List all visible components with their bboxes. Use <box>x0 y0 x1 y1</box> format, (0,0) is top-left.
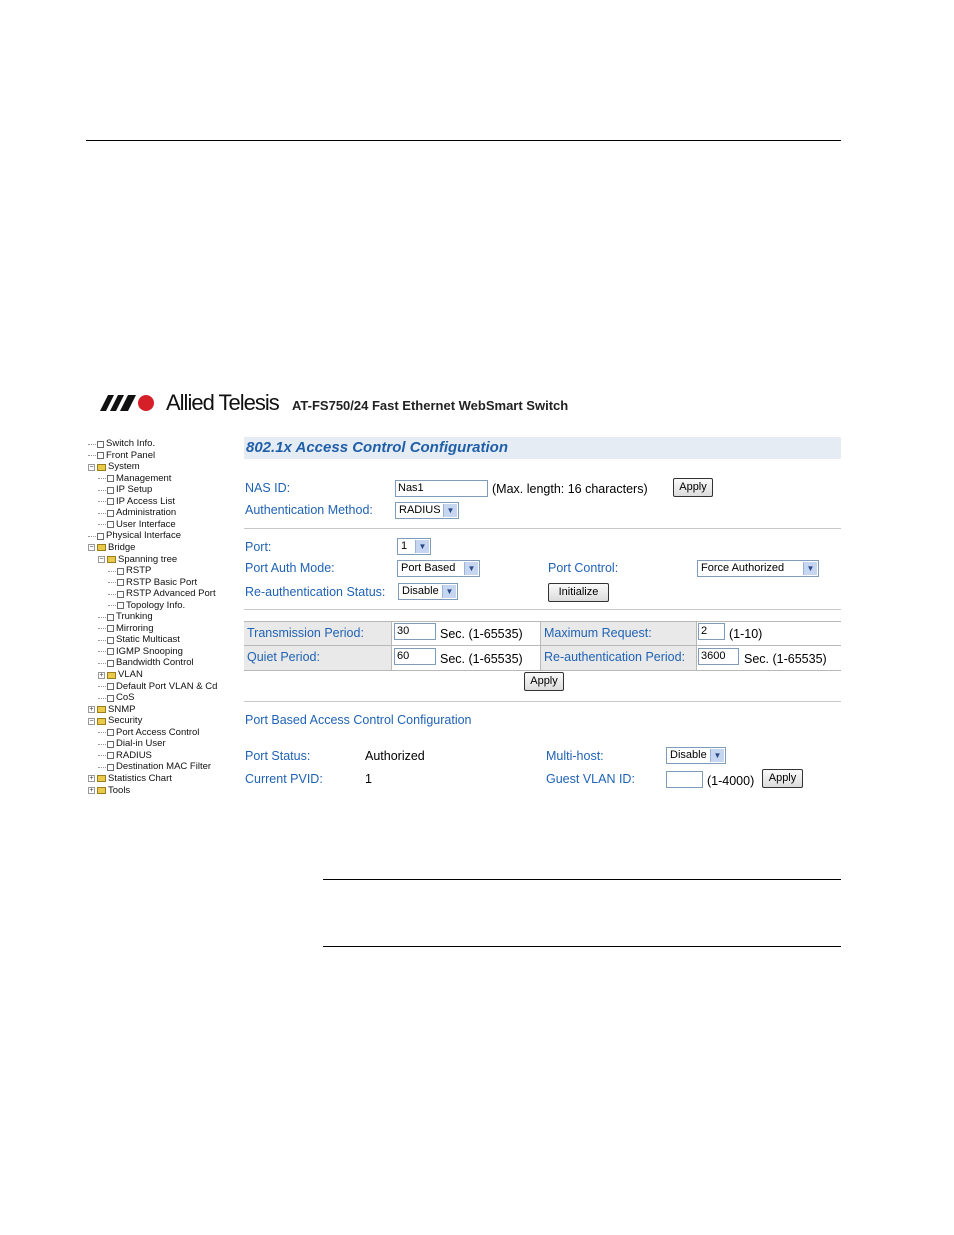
tree-item-label: Administration <box>116 507 177 519</box>
tree-connector <box>98 651 106 652</box>
auth-method-label: Authentication Method: <box>245 503 373 517</box>
tree-item[interactable] <box>98 484 152 496</box>
tree-connector <box>108 605 116 606</box>
tree-item[interactable] <box>98 761 211 773</box>
tree-item[interactable] <box>88 530 181 542</box>
tree-connector <box>98 732 106 733</box>
grid-row-line <box>244 645 841 646</box>
folder-icon <box>97 775 106 782</box>
chevron-down-icon: ▼ <box>464 562 478 575</box>
tree-item[interactable] <box>98 634 180 646</box>
expand-icon[interactable]: + <box>89 775 94 783</box>
port-auth-mode-value: Port Based <box>401 562 456 574</box>
page-icon <box>107 475 114 482</box>
multi-host-select[interactable] <box>666 747 726 764</box>
tree-item-label: Dial-in User <box>116 738 166 750</box>
page-icon <box>107 614 114 621</box>
tree-connector <box>88 455 96 456</box>
page-icon <box>97 533 104 540</box>
tree-item[interactable] <box>98 623 153 635</box>
tree-connector <box>98 755 106 756</box>
page-icon <box>107 752 114 759</box>
page-icon <box>107 487 114 494</box>
page-icon <box>107 764 114 771</box>
page-icon <box>117 579 124 586</box>
timing-apply-button[interactable]: Apply <box>524 672 564 691</box>
multi-host-label: Multi-host: <box>546 749 604 763</box>
divider <box>244 701 841 702</box>
tree-item-label: Mirroring <box>116 622 154 634</box>
tree-item-label: IGMP Snooping <box>116 645 183 657</box>
nas-id-label: NAS ID: <box>245 481 291 495</box>
transmission-period-label: Transmission Period: <box>247 626 364 640</box>
tree-connector <box>108 571 116 572</box>
reauth-period-input[interactable]: 3600 <box>698 648 739 665</box>
folder-icon <box>97 706 106 713</box>
auth-method-value: RADIUS <box>399 504 441 516</box>
chevron-down-icon: ▼ <box>710 749 724 762</box>
tree-connector <box>98 478 106 479</box>
tree-connector <box>98 663 106 664</box>
tree-item-label: Bridge <box>108 541 136 553</box>
tree-item[interactable] <box>88 461 140 473</box>
tree-item-label: Trunking <box>116 611 153 623</box>
tree-item[interactable] <box>98 473 171 485</box>
guest-vlan-apply-button[interactable]: Apply <box>762 769 803 788</box>
tree-item-label: Tools <box>108 784 131 796</box>
max-request-range: (1-10) <box>729 627 763 641</box>
tree-item[interactable] <box>98 657 194 669</box>
reauth-period-range: Sec. (1-65535) <box>744 652 827 666</box>
tree-connector <box>108 594 116 595</box>
current-pvid-value: 1 <box>365 772 372 786</box>
auth-method-select[interactable] <box>395 502 459 519</box>
reauth-status-label: Re-authentication Status: <box>245 585 386 599</box>
brand-name: Allied Telesis <box>166 390 279 415</box>
allied-telesis-logo-icon <box>100 394 160 412</box>
quiet-period-label: Quiet Period: <box>247 650 320 664</box>
tree-item[interactable] <box>108 588 216 600</box>
note-bottom-rule <box>323 946 841 947</box>
nas-id-input[interactable]: Nas1 <box>395 480 488 497</box>
port-select[interactable] <box>397 538 431 555</box>
page-icon <box>117 602 124 609</box>
expand-icon[interactable]: + <box>99 671 104 679</box>
tree-item[interactable] <box>108 577 197 589</box>
tree-item-label: Static Multicast <box>116 634 180 646</box>
tree-item[interactable] <box>88 785 130 797</box>
tree-item[interactable] <box>88 715 142 727</box>
port-value: 1 <box>401 540 408 552</box>
chevron-down-icon: ▼ <box>442 585 456 598</box>
brand-logo <box>100 390 279 416</box>
port-auth-mode-select[interactable] <box>397 560 480 577</box>
page-icon <box>107 729 114 736</box>
tree-item-label: Port Access Control <box>116 726 200 738</box>
tree-item-label: RSTP <box>126 565 152 577</box>
quiet-period-input[interactable]: 60 <box>394 648 436 665</box>
tree-item-label: Topology Info. <box>126 599 186 611</box>
expand-icon[interactable]: + <box>89 706 94 714</box>
guest-vlan-label: Guest VLAN ID: <box>546 772 635 786</box>
tree-item-label: RSTP Advanced Port <box>126 588 216 600</box>
tree-item[interactable] <box>98 507 176 519</box>
port-control-value: Force Authorized <box>701 562 785 574</box>
tree-connector <box>98 617 106 618</box>
page-icon <box>107 683 114 690</box>
tree-item[interactable] <box>98 646 183 658</box>
page-icon <box>107 625 114 632</box>
tree-item[interactable] <box>108 565 151 577</box>
tree-item[interactable] <box>98 738 166 750</box>
chevron-down-icon: ▼ <box>803 562 817 575</box>
tree-item-label: CoS <box>116 692 135 704</box>
reauth-status-select[interactable] <box>398 583 458 600</box>
tree-connector <box>98 686 106 687</box>
quiet-period-range: Sec. (1-65535) <box>440 652 523 666</box>
tree-item-label: VLAN <box>118 669 143 680</box>
divider <box>244 609 841 610</box>
tree-item[interactable] <box>108 600 185 612</box>
tree-item-label: Statistics Chart <box>108 772 172 784</box>
tree-item-label: Switch Info. <box>106 438 156 449</box>
tree-connector <box>98 767 106 768</box>
section-title: Port Based Access Control Configuration <box>245 713 472 727</box>
initialize-button[interactable]: Initialize <box>548 583 609 602</box>
collapse-icon[interactable]: − <box>99 556 104 563</box>
tree-connector <box>98 698 106 699</box>
page-top-rule <box>86 140 841 141</box>
page-icon <box>107 648 114 655</box>
page-title-bar <box>244 437 841 459</box>
page-icon <box>117 591 124 598</box>
page-icon <box>107 521 114 528</box>
tree-item[interactable] <box>88 450 155 462</box>
tree-connector <box>98 490 106 491</box>
tree-item[interactable] <box>98 681 217 693</box>
folder-icon <box>107 672 116 679</box>
guest-vlan-input[interactable] <box>666 771 703 788</box>
tree-item-label: IP Access List <box>116 495 175 507</box>
tree-item-label: Default Port VLAN & Cd <box>116 680 218 692</box>
tree-item-label: Security <box>108 715 143 727</box>
tree-connector <box>108 582 116 583</box>
tree-item[interactable] <box>98 750 152 762</box>
tree-connector <box>98 524 106 525</box>
tree-item[interactable] <box>98 727 199 739</box>
page-title: 802.1x Access Control Configuration <box>246 439 509 456</box>
tree-item[interactable] <box>98 519 176 531</box>
page-icon <box>107 637 114 644</box>
tree-item[interactable] <box>98 496 175 508</box>
page-icon <box>117 568 124 575</box>
nas-id-apply-button[interactable]: Apply <box>673 478 713 497</box>
transmission-period-range: Sec. (1-65535) <box>440 627 523 641</box>
folder-icon <box>107 556 116 563</box>
tree-connector <box>98 628 106 629</box>
tree-item-label: Spanning tree <box>118 553 178 565</box>
reauth-status-value: Disable <box>402 585 439 597</box>
divider <box>244 528 841 529</box>
tree-item-label: Front Panel <box>106 449 156 461</box>
tree-connector <box>98 744 106 745</box>
tree-item[interactable] <box>88 542 135 554</box>
page-icon <box>97 441 104 448</box>
tree-item[interactable] <box>88 438 155 450</box>
page-icon <box>107 498 114 505</box>
tree-connector <box>98 640 106 641</box>
tree-item[interactable] <box>98 692 134 704</box>
max-request-label: Maximum Request: <box>544 626 652 640</box>
guest-vlan-range: (1-4000) <box>707 774 755 788</box>
chevron-down-icon: ▼ <box>443 504 457 517</box>
collapse-icon[interactable]: − <box>89 717 94 725</box>
reauth-period-label: Re-authentication Period: <box>544 650 686 664</box>
collapse-icon[interactable]: − <box>89 463 94 471</box>
tree-connector <box>98 501 106 502</box>
tree-connector <box>88 536 96 537</box>
tree-item-label: IP Setup <box>116 484 153 496</box>
tree-item[interactable] <box>98 669 143 681</box>
tree-item[interactable] <box>88 704 135 716</box>
tree-item-label: RSTP Basic Port <box>126 576 198 588</box>
tree-item-label: Destination MAC Filter <box>116 761 212 773</box>
page-icon <box>107 695 114 702</box>
port-auth-mode-label: Port Auth Mode: <box>245 561 335 575</box>
tree-item[interactable] <box>98 611 153 623</box>
folder-icon <box>97 464 106 471</box>
expand-icon[interactable]: + <box>89 787 94 794</box>
port-label: Port: <box>245 540 272 554</box>
tree-connector <box>88 444 96 445</box>
model-title: AT-FS750/24 Fast Ethernet WebSmart Switch <box>292 398 569 413</box>
tree-item-label: Management <box>116 472 172 484</box>
note-top-rule <box>323 879 841 880</box>
current-pvid-label: Current PVID: <box>245 772 323 786</box>
page-icon <box>107 510 114 517</box>
folder-icon <box>97 718 106 725</box>
page-icon <box>97 452 104 459</box>
page-icon <box>107 660 114 667</box>
tree-item[interactable] <box>88 773 172 785</box>
tree-item-label: SNMP <box>108 703 136 715</box>
tree-item-label: Physical Interface <box>106 530 181 542</box>
max-request-input[interactable]: 2 <box>698 623 725 640</box>
transmission-period-input[interactable]: 30 <box>394 623 436 640</box>
port-control-label: Port Control: <box>548 561 619 575</box>
tree-item-label: System <box>108 461 140 473</box>
tree-connector <box>98 513 106 514</box>
tree-item-label: Bandwidth Control <box>116 657 194 669</box>
tree-item-label: RADIUS <box>116 749 152 761</box>
page-icon <box>107 741 114 748</box>
folder-icon <box>97 544 106 551</box>
folder-icon <box>97 787 106 794</box>
port-control-select[interactable] <box>697 560 819 577</box>
multi-host-value: Disable <box>670 749 707 761</box>
nas-id-hint: (Max. length: 16 characters) <box>492 482 648 496</box>
tree-item-label: User Interface <box>116 518 176 530</box>
tree-item[interactable] <box>98 554 177 566</box>
chevron-down-icon: ▼ <box>415 540 429 553</box>
port-status-label: Port Status: <box>245 749 311 763</box>
port-status-value: Authorized <box>365 749 425 763</box>
collapse-icon[interactable]: − <box>89 544 94 552</box>
